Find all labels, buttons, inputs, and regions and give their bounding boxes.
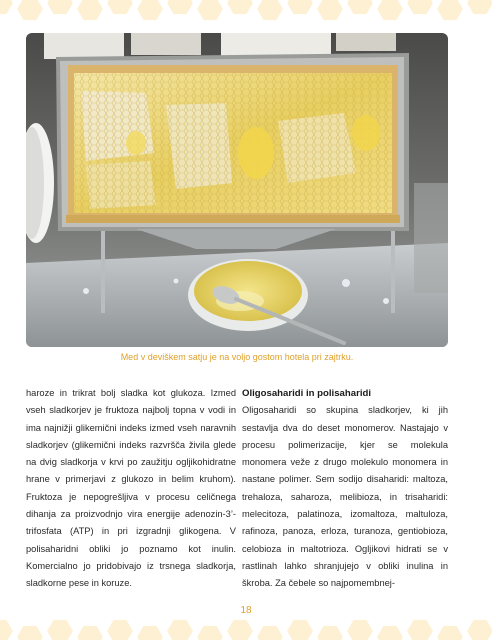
hexagon-decoration (196, 0, 224, 21)
hexagon-decoration (226, 0, 254, 15)
hexagon-decoration (346, 619, 374, 640)
left-column-paragraph: haroze in trikrat bolj sladka kot glukoza. Izmed vseh sladkorjev je fruktoza najbolj topna v vodi in ima najnižji glikemični indeks izmed vseh naravnih sladkorjev (glikemični indeks razvršča živila glede na dvig sladkorja v krvi po zaužitju ogljikohidratne hrane v primerjavi z glukozo in belim kruhom). Fruktoza je nepogrešljiva v procesu celičnega dihanja za proizvodnjo vira energije adenozin-3’-trifosfata (ATP) in pri izgradnji glikogena. V polisaharidni obliki jo poznamo kot inulin. Komercialno jo pridobivajo iz trsnega sladkorja, sladkorne pese in koruze. (26, 388, 236, 589)
hexagon-decoration (376, 0, 404, 21)
honeycomb-frame-photo (26, 33, 448, 347)
hexagon-decoration (316, 625, 344, 640)
hexagon-decoration (466, 0, 492, 15)
hexagon-decoration (0, 0, 14, 15)
hexagon-decoration (0, 619, 14, 640)
hexagon-decoration (436, 0, 464, 21)
right-column-paragraph: Oligosaharidi so skupina sladkorjev, ki jih sestavlja dva do deset monomerov. Nastajajo v procesu polimerizacije, kjer se molekula monomera veže z drugo molekulo monomera in nastane polimer. Sem sodijo disaharidi: maltoza, trehaloza, saharoza, melibioza, in trisaharidi: melecitoza, palatinoza, izomaltoza, maltuloza, rafinoza, panoza, erloza, turanoza, gentiobioza, celobioza in maltotrioza. Ogljikovi hidrati se v rastlinah lahko shranjujejo v obliki inulina in škroba. Za čebele so najpomembnej- (242, 405, 448, 589)
hexagon-decoration (106, 619, 134, 640)
hexagon-decoration (106, 0, 134, 15)
top-hexagon-border (0, 0, 492, 26)
left-text-column (26, 385, 236, 593)
hexagon-decoration (226, 619, 254, 640)
hexagon-decoration (256, 0, 284, 21)
hexagon-decoration (256, 625, 284, 640)
hexagon-decoration (316, 0, 344, 21)
hexagon-decoration (136, 0, 164, 21)
hexagon-decoration (16, 0, 44, 21)
hexagon-decoration (406, 0, 434, 15)
photo-caption: Med v deviškem satju je na voljo gostom hotela pri zajtrku. (120, 352, 354, 362)
hexagon-decoration (76, 625, 104, 640)
hexagon-decoration (136, 625, 164, 640)
hexagon-decoration (166, 0, 194, 15)
hexagon-decoration (286, 619, 314, 640)
hexagon-decoration (376, 625, 404, 640)
hexagon-decoration (76, 0, 104, 21)
hexagon-decoration (46, 0, 74, 15)
bottom-hexagon-border (0, 614, 492, 640)
hexagon-decoration (286, 0, 314, 15)
hexagon-decoration (16, 625, 44, 640)
section-heading: Oligosaharidi in polisaharidi (242, 388, 372, 399)
hexagon-decoration (406, 619, 434, 640)
right-text-column (242, 385, 448, 593)
hexagon-decoration (196, 625, 224, 640)
hexagon-decoration (46, 619, 74, 640)
hexagon-decoration (346, 0, 374, 15)
hexagon-decoration (436, 625, 464, 640)
hexagon-decoration (466, 619, 492, 640)
hexagon-decoration (166, 619, 194, 640)
page-number: 18 (240, 605, 252, 616)
